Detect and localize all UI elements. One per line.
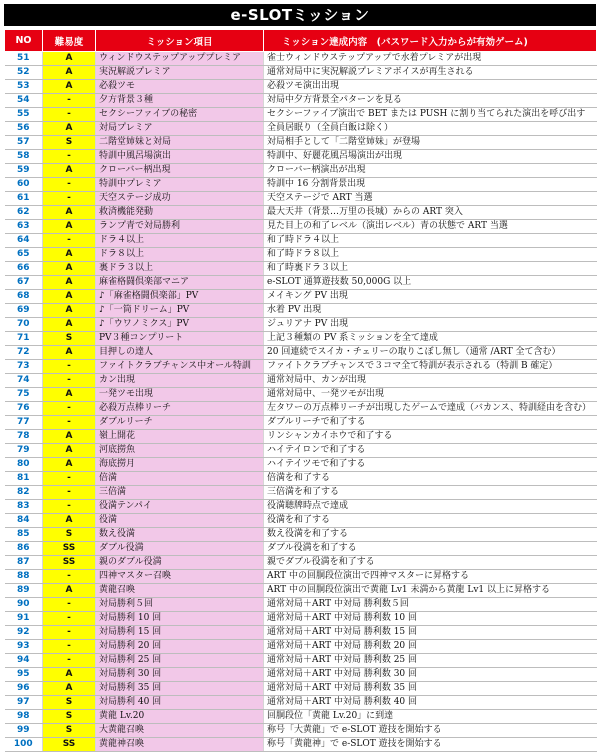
table-row — [5, 150, 597, 164]
mission-number: 97 — [5, 696, 43, 710]
mission-item: 大黄龍召喚 — [96, 724, 264, 738]
table-row — [5, 682, 597, 696]
mission-content: 見た目上の和了レベル（演出レベル）青の状態で ART 当選 — [264, 220, 597, 234]
mission-number: 95 — [5, 668, 43, 682]
mission-item: 夕方背景３種 — [96, 94, 264, 108]
table-row — [5, 52, 597, 66]
mission-item: 数え役満 — [96, 528, 264, 542]
mission-content: 称号「黄龍神」で e-SLOT 遊技を開始する — [264, 738, 597, 752]
difficulty-cell: A — [43, 290, 96, 304]
mission-content: 称号「大黄龍」で e-SLOT 遊技を開始する — [264, 724, 597, 738]
mission-content: e-SLOT 通算遊技数 50,000G 以上 — [264, 276, 597, 290]
mission-item: PV３種コンプリート — [96, 332, 264, 346]
difficulty-cell: A — [43, 514, 96, 528]
mission-number: 84 — [5, 514, 43, 528]
table-row — [5, 234, 597, 248]
difficulty-cell: A — [43, 388, 96, 402]
mission-item: 対局勝利 30 回 — [96, 668, 264, 682]
table-row — [5, 290, 597, 304]
mission-content: 和了時ドラ４以上 — [264, 234, 597, 248]
mission-item: 対局勝利 25 回 — [96, 654, 264, 668]
mission-number: 55 — [5, 108, 43, 122]
mission-content: 特訓中、好麗花風呂場演出が出現 — [264, 150, 597, 164]
mission-number: 53 — [5, 80, 43, 94]
table-row — [5, 556, 597, 570]
mission-item: セクシーファイブの秘密 — [96, 108, 264, 122]
difficulty-cell: A — [43, 584, 96, 598]
difficulty-cell: - — [43, 178, 96, 192]
table-row — [5, 598, 597, 612]
mission-content: 三倍満を和了する — [264, 486, 597, 500]
difficulty-cell: S — [43, 710, 96, 724]
mission-item: 対局勝利５回 — [96, 598, 264, 612]
mission-number: 63 — [5, 220, 43, 234]
difficulty-cell: - — [43, 150, 96, 164]
mission-number: 70 — [5, 318, 43, 332]
difficulty-cell: S — [43, 332, 96, 346]
mission-item: ランプ青で対局勝利 — [96, 220, 264, 234]
header-item: ミッション項目 — [96, 30, 264, 52]
mission-item: ♪「一筒ドリーム」PV — [96, 304, 264, 318]
mission-content: 和了時ドラ８以上 — [264, 248, 597, 262]
mission-content: 数え役満を和了する — [264, 528, 597, 542]
mission-number: 81 — [5, 472, 43, 486]
mission-content: 通常対局＋ART 中対局 勝利数５回 — [264, 598, 597, 612]
table-row — [5, 332, 597, 346]
table-row — [5, 626, 597, 640]
mission-content: 上記３種類の PV 系ミッションを全て達成 — [264, 332, 597, 346]
mission-item: 麻雀格闘倶楽部マニア — [96, 276, 264, 290]
mission-content: 対局中夕方背景全パターンを見る — [264, 94, 597, 108]
mission-content: 通常対局中、一発ツモが出現 — [264, 388, 597, 402]
difficulty-cell: SS — [43, 556, 96, 570]
table-row — [5, 612, 597, 626]
mission-item: ドラ４以上 — [96, 234, 264, 248]
mission-item: 一発ツモ出現 — [96, 388, 264, 402]
mission-item: 黄龍神召喚 — [96, 738, 264, 752]
mission-item: 黄龍召喚 — [96, 584, 264, 598]
mission-table — [4, 29, 597, 752]
table-row — [5, 472, 597, 486]
table-row — [5, 570, 597, 584]
table-row — [5, 500, 597, 514]
mission-number: 60 — [5, 178, 43, 192]
table-row — [5, 178, 597, 192]
mission-number: 71 — [5, 332, 43, 346]
mission-item: 必殺ツモ — [96, 80, 264, 94]
mission-item: ウィンドウステップアッププレミア — [96, 52, 264, 66]
table-row — [5, 346, 597, 360]
mission-item: 救済機能発動 — [96, 206, 264, 220]
mission-content: 倍満を和了する — [264, 472, 597, 486]
difficulty-cell: - — [43, 234, 96, 248]
mission-content: 対局相手として「二階堂姉妹」が登場 — [264, 136, 597, 150]
difficulty-cell: A — [43, 276, 96, 290]
mission-number: 85 — [5, 528, 43, 542]
difficulty-cell: A — [43, 682, 96, 696]
difficulty-cell: A — [43, 206, 96, 220]
table-row — [5, 318, 597, 332]
table-row — [5, 528, 597, 542]
mission-content: 通常対局＋ART 中対局 勝利数 25 回 — [264, 654, 597, 668]
mission-content: 左タワーの万点棒リーチが出現したゲームで達成（バカンス、特訓経由を含む） — [264, 402, 597, 416]
mission-number: 90 — [5, 598, 43, 612]
mission-item: 役満テンパイ — [96, 500, 264, 514]
mission-content: 役満聴牌時点で達成 — [264, 500, 597, 514]
mission-content: 通常対局＋ART 中対局 勝利数 10 回 — [264, 612, 597, 626]
mission-number: 98 — [5, 710, 43, 724]
table-row — [5, 94, 597, 108]
difficulty-cell: - — [43, 416, 96, 430]
difficulty-cell: A — [43, 164, 96, 178]
table-row — [5, 458, 597, 472]
mission-item: 二階堂姉妹と対局 — [96, 136, 264, 150]
table-row — [5, 388, 597, 402]
mission-item: 対局プレミア — [96, 122, 264, 136]
mission-number: 59 — [5, 164, 43, 178]
table-row — [5, 164, 597, 178]
mission-content: ダブルリーチで和了する — [264, 416, 597, 430]
difficulty-cell: A — [43, 304, 96, 318]
table-header-row — [5, 30, 597, 52]
difficulty-cell: - — [43, 472, 96, 486]
mission-number: 94 — [5, 654, 43, 668]
difficulty-cell: A — [43, 346, 96, 360]
mission-content: 親でダブル役満を和了する — [264, 556, 597, 570]
table-row — [5, 584, 597, 598]
difficulty-cell: - — [43, 598, 96, 612]
table-row — [5, 304, 597, 318]
mission-number: 72 — [5, 346, 43, 360]
difficulty-cell: - — [43, 626, 96, 640]
table-row — [5, 248, 597, 262]
table-row — [5, 66, 597, 80]
table-row — [5, 136, 597, 150]
mission-item: ダブル役満 — [96, 542, 264, 556]
mission-item: 対局勝利 20 回 — [96, 640, 264, 654]
difficulty-cell: - — [43, 360, 96, 374]
mission-item: クローバー柄出現 — [96, 164, 264, 178]
difficulty-cell: - — [43, 94, 96, 108]
table-row — [5, 542, 597, 556]
difficulty-cell: S — [43, 528, 96, 542]
mission-content: 最大天井（背景…万里の長城）からの ART 突入 — [264, 206, 597, 220]
mission-number: 93 — [5, 640, 43, 654]
difficulty-cell: A — [43, 318, 96, 332]
mission-item: 海底撈月 — [96, 458, 264, 472]
difficulty-cell: SS — [43, 738, 96, 752]
mission-item: カン出現 — [96, 374, 264, 388]
table-row — [5, 374, 597, 388]
mission-number: 69 — [5, 304, 43, 318]
mission-item: 倍満 — [96, 472, 264, 486]
mission-number: 88 — [5, 570, 43, 584]
mission-content: ダブル役満を和了する — [264, 542, 597, 556]
difficulty-cell: - — [43, 640, 96, 654]
mission-content: リンシャンカイホウで和了する — [264, 430, 597, 444]
table-row — [5, 710, 597, 724]
difficulty-cell: S — [43, 724, 96, 738]
mission-content: メイキング PV 出現 — [264, 290, 597, 304]
table-row — [5, 416, 597, 430]
difficulty-cell: S — [43, 696, 96, 710]
difficulty-cell: S — [43, 136, 96, 150]
mission-item: ♪「ウワノミクス」PV — [96, 318, 264, 332]
mission-number: 82 — [5, 486, 43, 500]
mission-content: 役満を和了する — [264, 514, 597, 528]
mission-content: ART 中の回胴段位演出で四神マスターに昇格する — [264, 570, 597, 584]
mission-item: 必殺万点棒リーチ — [96, 402, 264, 416]
difficulty-cell: A — [43, 668, 96, 682]
mission-item: 天空ステージ成功 — [96, 192, 264, 206]
mission-number: 74 — [5, 374, 43, 388]
table-row — [5, 276, 597, 290]
mission-item: 役満 — [96, 514, 264, 528]
difficulty-cell: A — [43, 262, 96, 276]
difficulty-cell: A — [43, 80, 96, 94]
mission-number: 86 — [5, 542, 43, 556]
mission-item: 黄龍 Lv.20 — [96, 710, 264, 724]
table-row — [5, 262, 597, 276]
difficulty-cell: - — [43, 374, 96, 388]
mission-content: ファイトクラブチャンスで３コマ全て特訓が表示される（特訓 B 確定） — [264, 360, 597, 374]
mission-number: 68 — [5, 290, 43, 304]
mission-number: 54 — [5, 94, 43, 108]
mission-content: 必殺ツモ演出出現 — [264, 80, 597, 94]
mission-number: 91 — [5, 612, 43, 626]
mission-item: 対局勝利 40 回 — [96, 696, 264, 710]
mission-content: 特訓中 16 分割背景出現 — [264, 178, 597, 192]
mission-content: 通常対局＋ART 中対局 勝利数 20 回 — [264, 640, 597, 654]
mission-content: ハイテイロンで和了する — [264, 444, 597, 458]
mission-item: 四神マスター召喚 — [96, 570, 264, 584]
table-row — [5, 738, 597, 752]
mission-item: 対局勝利 15 回 — [96, 626, 264, 640]
mission-content: ジュリアナ PV 出現 — [264, 318, 597, 332]
mission-number: 96 — [5, 682, 43, 696]
difficulty-cell: - — [43, 402, 96, 416]
mission-content: 通常対局中に実況解説プレミアボイスが再生される — [264, 66, 597, 80]
mission-content: 20 回連続でスイカ・チェリーの取りこぼし無し（通常 /ART 全て含む） — [264, 346, 597, 360]
mission-content: 和了時裏ドラ３以上 — [264, 262, 597, 276]
mission-number: 76 — [5, 402, 43, 416]
mission-item: ドラ８以上 — [96, 248, 264, 262]
mission-item: 目押しの達人 — [96, 346, 264, 360]
mission-number: 62 — [5, 206, 43, 220]
mission-number: 80 — [5, 458, 43, 472]
mission-number: 57 — [5, 136, 43, 150]
mission-number: 52 — [5, 66, 43, 80]
mission-item: ファイトクラブチャンス中オール特訓 — [96, 360, 264, 374]
header-no: NO — [5, 30, 43, 52]
difficulty-cell: A — [43, 52, 96, 66]
mission-content: 通常対局＋ART 中対局 勝利数 15 回 — [264, 626, 597, 640]
mission-content: 通常対局中、カンが出現 — [264, 374, 597, 388]
mission-number: 64 — [5, 234, 43, 248]
mission-content: 通常対局＋ART 中対局 勝利数 30 回 — [264, 668, 597, 682]
difficulty-cell: - — [43, 192, 96, 206]
mission-content: セクシーファイブ演出で BET または PUSH に割り当てられた演出を呼び出す — [264, 108, 597, 122]
mission-content: 天空ステージで ART 当選 — [264, 192, 597, 206]
table-row — [5, 444, 597, 458]
table-row — [5, 206, 597, 220]
table-row — [5, 192, 597, 206]
difficulty-cell: A — [43, 66, 96, 80]
mission-number: 78 — [5, 430, 43, 444]
difficulty-cell: A — [43, 122, 96, 136]
mission-number: 87 — [5, 556, 43, 570]
table-row — [5, 654, 597, 668]
mission-number: 67 — [5, 276, 43, 290]
mission-number: 61 — [5, 192, 43, 206]
difficulty-cell: - — [43, 500, 96, 514]
difficulty-cell: - — [43, 654, 96, 668]
difficulty-cell: - — [43, 612, 96, 626]
table-row — [5, 668, 597, 682]
mission-item: 親のダブル役満 — [96, 556, 264, 570]
mission-item: ダブルリーチ — [96, 416, 264, 430]
table-row — [5, 360, 597, 374]
mission-number: 99 — [5, 724, 43, 738]
mission-item: 河底撈魚 — [96, 444, 264, 458]
mission-content: 雀士ウィンドウステップアップで水着プレミアが出現 — [264, 52, 597, 66]
mission-number: 66 — [5, 262, 43, 276]
header-difficulty: 難易度 — [43, 30, 96, 52]
difficulty-cell: - — [43, 108, 96, 122]
mission-number: 56 — [5, 122, 43, 136]
table-row — [5, 430, 597, 444]
mission-item: 対局勝利 35 回 — [96, 682, 264, 696]
mission-number: 77 — [5, 416, 43, 430]
mission-number: 75 — [5, 388, 43, 402]
difficulty-cell: - — [43, 486, 96, 500]
mission-content: ART 中の回胴段位演出で黄龍 Lv1 未満から黄龍 Lv1 以上に昇格する — [264, 584, 597, 598]
mission-number: 89 — [5, 584, 43, 598]
difficulty-cell: - — [43, 570, 96, 584]
table-row — [5, 724, 597, 738]
mission-number: 51 — [5, 52, 43, 66]
table-row — [5, 220, 597, 234]
table-row — [5, 80, 597, 94]
mission-item: 裏ドラ３以上 — [96, 262, 264, 276]
table-row — [5, 402, 597, 416]
difficulty-cell: A — [43, 220, 96, 234]
header-content: ミッション達成内容 (パスワード入力からが有効ゲーム) — [264, 30, 597, 52]
mission-content: 回胴段位「黄龍 Lv.20」に到達 — [264, 710, 597, 724]
table-row — [5, 108, 597, 122]
page-title: e-SLOTミッション — [4, 4, 596, 26]
mission-number: 73 — [5, 360, 43, 374]
mission-content: 通常対局＋ART 中対局 勝利数 40 回 — [264, 696, 597, 710]
mission-number: 58 — [5, 150, 43, 164]
mission-number: 65 — [5, 248, 43, 262]
mission-content: 通常対局＋ART 中対局 勝利数 35 回 — [264, 682, 597, 696]
table-row — [5, 486, 597, 500]
mission-number: 100 — [5, 738, 43, 752]
mission-item: 特訓中風呂場演出 — [96, 150, 264, 164]
mission-number: 83 — [5, 500, 43, 514]
mission-content: ハイテイツモで和了する — [264, 458, 597, 472]
mission-number: 79 — [5, 444, 43, 458]
table-row — [5, 696, 597, 710]
mission-content: クローバー柄演出が出現 — [264, 164, 597, 178]
mission-item: 対局勝利 10 回 — [96, 612, 264, 626]
difficulty-cell: A — [43, 248, 96, 262]
difficulty-cell: A — [43, 444, 96, 458]
difficulty-cell: A — [43, 430, 96, 444]
mission-item: 特訓中プレミア — [96, 178, 264, 192]
table-row — [5, 640, 597, 654]
mission-content: 全員居眠り（全員白飯は除く） — [264, 122, 597, 136]
difficulty-cell: A — [43, 458, 96, 472]
table-row — [5, 514, 597, 528]
mission-item: 嶺上開花 — [96, 430, 264, 444]
mission-item: 実況解説プレミア — [96, 66, 264, 80]
table-body — [5, 52, 597, 752]
mission-item: ♪「麻雀格闘倶楽部」PV — [96, 290, 264, 304]
mission-item: 三倍満 — [96, 486, 264, 500]
mission-content: 水着 PV 出現 — [264, 304, 597, 318]
difficulty-cell: SS — [43, 542, 96, 556]
table-row — [5, 122, 597, 136]
mission-number: 92 — [5, 626, 43, 640]
